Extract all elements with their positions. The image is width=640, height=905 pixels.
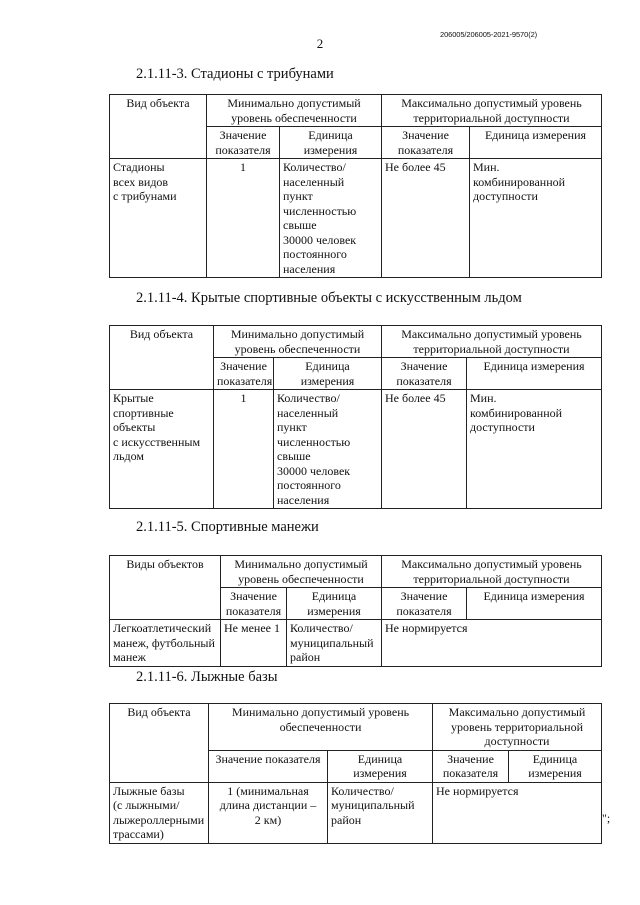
value-header: Значение показателя xyxy=(382,588,467,620)
object-cell: Стадионы всех видов с трибунами xyxy=(110,159,207,278)
min-value-cell: 1 xyxy=(207,159,280,278)
object-cell: Лыжные базы (с лыжными/ лыжероллерными трассами) xyxy=(110,782,209,843)
unit-header: Единица измерения xyxy=(470,127,602,159)
table-ice-facilities xyxy=(109,325,602,509)
object-cell: Крытые спортивные объекты с искусственным льдом xyxy=(110,390,214,509)
max-unit-cell: Мин. комбинированной доступности xyxy=(467,390,602,509)
min-unit-cell: Количество/ муниципальный район xyxy=(287,620,382,667)
unit-header: Единица измерения xyxy=(509,750,602,782)
min-unit-cell: Количество/ населенный пункт численностью свыше 30000 человек постоянного населения xyxy=(274,390,382,509)
max-unit-cell: Мин. комбинированной доступности xyxy=(470,159,602,278)
max-value-cell: Не нормируется xyxy=(433,782,602,843)
max-value-cell: Не более 45 xyxy=(382,159,470,278)
max-value-cell: Не нормируется xyxy=(382,620,602,667)
value-header: Значение показателя xyxy=(214,358,274,390)
unit-header: Единица измерения xyxy=(467,358,602,390)
object-header: Вид объекта xyxy=(110,704,209,783)
max-value-cell: Не более 45 xyxy=(382,390,467,509)
unit-header: Единица измерения xyxy=(280,127,382,159)
min-unit-cell: Количество/ муниципальный район xyxy=(328,782,433,843)
object-header: Вид объекта xyxy=(110,326,214,390)
max-level-header: Максимально допустимый уровень территориальной доступности xyxy=(382,95,602,127)
object-header: Виды объектов xyxy=(110,556,221,620)
table-stadiums xyxy=(109,94,602,278)
min-value-cell: 1 xyxy=(214,390,274,509)
max-level-header: Максимально допустимый уровень территориальной доступности xyxy=(382,556,602,588)
value-header: Значение показателя xyxy=(382,127,470,159)
closing-quote-mark: "; xyxy=(602,811,611,825)
max-level-header: Максимально допустимый уровень территориальной доступности xyxy=(382,326,602,358)
value-header: Значение показателя xyxy=(382,358,467,390)
min-value-cell: Не менее 1 xyxy=(221,620,287,667)
section-title-stadiums: 2.1.11-3. Стадионы с трибунами xyxy=(136,66,334,82)
min-level-header: Минимально допустимый уровень обеспеченности xyxy=(207,95,382,127)
min-value-cell: 1 (минимальная длина дистанции – 2 км) xyxy=(209,782,328,843)
value-header: Значение показателя xyxy=(209,750,328,782)
min-level-header: Минимально допустимый уровень обеспеченности xyxy=(221,556,382,588)
unit-header: Единица измерения xyxy=(328,750,433,782)
section-title-ice: 2.1.11-4. Крытые спортивные объекты с искусственным льдом xyxy=(136,290,522,306)
object-cell: Легкоатлетический манеж, футбольный манеж xyxy=(110,620,221,667)
table-arenas xyxy=(109,555,602,667)
section-title-arenas: 2.1.11-5. Спортивные манежи xyxy=(136,519,319,535)
max-level-header: Максимально допустимый уровень территориальной доступности xyxy=(433,704,602,751)
min-unit-cell: Количество/ населенный пункт численностью свыше 30000 человек постоянного населения xyxy=(280,159,382,278)
value-header: Значение показателя xyxy=(207,127,280,159)
object-header: Вид объекта xyxy=(110,95,207,159)
unit-header: Единица измерения xyxy=(274,358,382,390)
unit-header: Единица измерения xyxy=(467,588,602,620)
value-header: Значение показателя xyxy=(221,588,287,620)
page-number: 2 xyxy=(316,36,324,51)
value-header: Значение показателя xyxy=(433,750,509,782)
document-id: 206005/206005-2021-9570(2) xyxy=(440,30,538,39)
min-level-header: Минимально допустимый уровень обеспеченности xyxy=(214,326,382,358)
section-title-ski: 2.1.11-6. Лыжные базы xyxy=(136,669,278,685)
min-level-header: Минимально допустимый уровень обеспеченности xyxy=(209,704,433,751)
unit-header: Единица измерения xyxy=(287,588,382,620)
table-ski-bases xyxy=(109,703,602,844)
